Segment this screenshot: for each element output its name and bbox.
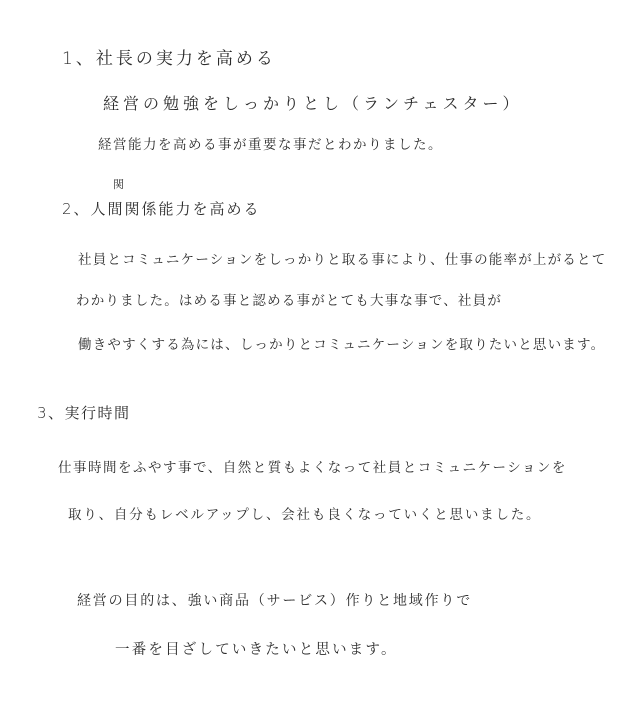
closing-line2: 一番を目ざしていきたいと思います。 bbox=[115, 642, 398, 658]
section2-line1: 社員とコミュニケーションをしっかりと取る事により、仕事の能率が上がるとて bbox=[78, 252, 607, 268]
section3-heading: 3、実行時間 bbox=[37, 404, 131, 422]
section1-line1: 経営の勉強をしっかりとし（ランチェスター） bbox=[103, 94, 523, 113]
section2-heading: 2、人間関係能力を高める bbox=[62, 200, 261, 218]
closing-line1: 経営の目的は、強い商品（サービス）作りと地域作りで bbox=[77, 593, 472, 609]
section2-line3: 働きやすくする為には、しっかりとコミュニケーションを取りたいと思います。 bbox=[78, 337, 606, 353]
section2-line2: わかりました。はめる事と認める事がとても大事な事で、社員が bbox=[76, 293, 503, 309]
section3-line2: 取り、自分もレベルアップし、会社も良くなっていくと思いました。 bbox=[68, 507, 542, 523]
section1-line2: 経営能力を高める事が重要な事だとわかりました。 bbox=[98, 137, 443, 153]
section1-heading: 1、社長の実力を高める bbox=[62, 49, 276, 69]
section2-ruby-annotation: 関 bbox=[113, 178, 124, 191]
section3-line1: 仕事時間をふやす事で、自然と質もよくなって社員とコミュニケーションを bbox=[58, 460, 567, 476]
